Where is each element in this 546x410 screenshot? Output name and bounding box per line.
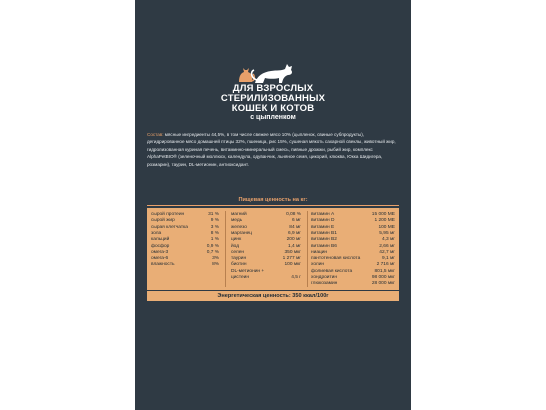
- nutrient-value: 9 %: [210, 218, 219, 224]
- nutrient-name: йод: [231, 243, 240, 249]
- nutrient-name: ниацин: [311, 249, 328, 255]
- nutrient-name: фосфор: [151, 243, 170, 249]
- nutrient-name: омега-3: [151, 249, 169, 255]
- nutrition-row: [151, 261, 219, 268]
- nutrient-value: 1 %: [210, 237, 219, 243]
- nutrient-name: влажность: [151, 262, 175, 268]
- nutrient-value: 8 %: [210, 230, 219, 236]
- nutrient-name: витамин A: [311, 212, 335, 217]
- nutrient-name: фолиевая кислота: [311, 268, 353, 274]
- nutrient-value: 0,7 %: [206, 249, 219, 255]
- nutrient-name: глюкозамин: [311, 281, 338, 287]
- nutrition-table: [147, 208, 399, 290]
- nutrient-value: 2,66 мг: [379, 243, 395, 249]
- nutrient-name: холин: [311, 262, 325, 268]
- product-subtitle: с цыпленком: [250, 114, 296, 121]
- column-divider: [225, 211, 226, 287]
- nutrient-value: 350 мкг: [284, 249, 301, 255]
- nutrient-name: сырая клетчатка: [151, 224, 188, 230]
- nutrient-value: 84 мг: [289, 224, 301, 230]
- nutrient-name: таурин: [231, 256, 247, 262]
- nutrient-value: 4,3 мг: [381, 237, 395, 243]
- nutrient-name: витамин B1: [311, 230, 337, 236]
- nutrient-value: 15 000 МЕ: [371, 212, 395, 217]
- nutrient-value: 28 000 мкг: [371, 281, 395, 287]
- nutrient-value: 4,5 г: [291, 275, 301, 280]
- product-title-line-1: ДЛЯ ВЗРОСЛЫХ: [232, 83, 314, 94]
- energy-value: Энергетическая ценность: 350 ккал/100г: [147, 291, 399, 301]
- nutrient-name: сырой жир: [151, 218, 175, 224]
- nutrition-title: Пищевая ценность на кг:: [238, 197, 308, 203]
- nutrient-value: 100 МЕ: [378, 224, 395, 230]
- nutrient-name: зола: [151, 230, 162, 236]
- composition-label: Состав:: [147, 132, 164, 137]
- nutrient-value: 8%: [212, 262, 219, 268]
- nutrient-value: 98 000 мкг: [371, 275, 395, 280]
- nutrient-name: витамин D: [311, 218, 335, 224]
- nutrient-value: 42,7 мг: [379, 249, 395, 255]
- nutrient-name: витамин E: [311, 224, 335, 230]
- nutrition-row: [311, 280, 395, 287]
- nutrient-name: медь: [231, 218, 243, 224]
- nutrient-value: 3 %: [210, 224, 219, 230]
- nutrient-name: магний: [231, 212, 247, 217]
- nutrient-name: цинк: [231, 237, 242, 243]
- nutrient-value: 5,95 мг: [379, 230, 395, 236]
- nutrient-value: 0,9 %: [206, 243, 219, 249]
- nutrient-value: 801,5 мкг: [374, 268, 395, 274]
- product-title-line-3: КОШЕК И КОТОВ: [231, 103, 315, 114]
- nutrient-name: пантотеновая кислота: [311, 256, 361, 262]
- nutrient-name: кальций: [151, 237, 170, 243]
- nutrient-value: 31 %: [208, 212, 219, 217]
- nutrient-value: 1,4 мг: [287, 243, 301, 249]
- nutrient-value: 9,1 мг: [381, 256, 395, 262]
- nutrient-value: 6 мг: [291, 218, 301, 224]
- nutrient-name: биотин: [231, 262, 247, 268]
- nutrition-divider: [147, 205, 399, 206]
- nutrient-name: сырой протеин: [151, 212, 185, 217]
- nutrient-value: 1 277 мг: [282, 256, 301, 262]
- nutrient-name: цистеин: [231, 275, 249, 280]
- nutrient-name: марганец: [231, 230, 253, 236]
- nutrient-value: 6,9 мг: [287, 230, 301, 236]
- nutrition-row: [231, 274, 301, 281]
- nutrient-value: 2 716 мг: [376, 262, 395, 268]
- composition-body: мясные ингредиенты 44,5%, в том числе свежее мясо 10% (цыпленок, свиные субпродукты), дегидрированное мясо домашней птицы 32%, пшеница, рис 15%, сушеная мякоть сахарной свеклы, животный жир, гидролизованная куриная печень, витаминно-минеральный смесь, пивные дрожжи, рыбий жир, комплекс AlphaPetBIO® (зеленочный моллюск, календула, одуванчик, льняное семя, цикорий, клюква, Юкка Шидигера, розмарин), таурин, DL-метионин, антиоксидант.: [147, 132, 396, 167]
- nutrient-value: 0,08 %: [286, 212, 301, 217]
- nutrient-value: 1 200 МЕ: [374, 218, 395, 224]
- package-panel: [135, 0, 411, 410]
- nutrient-value: 100 мкг: [284, 262, 301, 268]
- product-title-line-2: СТЕРИЛИЗОВАННЫХ: [220, 93, 326, 104]
- nutrient-name: витамин B2: [311, 237, 337, 243]
- nutrient-name: DL-метионин +: [231, 268, 265, 274]
- nutrient-name: селен: [231, 249, 245, 255]
- nutrient-value: 200 мг: [286, 237, 301, 243]
- nutrient-name: омега-6: [151, 256, 169, 262]
- two-cats-icon: [233, 56, 313, 86]
- composition-text: [147, 131, 399, 168]
- nutrient-name: железо: [231, 224, 247, 230]
- nutrient-value: 3%: [212, 256, 219, 262]
- nutrient-name: витамин B6: [311, 243, 337, 249]
- column-divider: [307, 211, 308, 287]
- nutrient-name: хондроитин: [311, 275, 338, 280]
